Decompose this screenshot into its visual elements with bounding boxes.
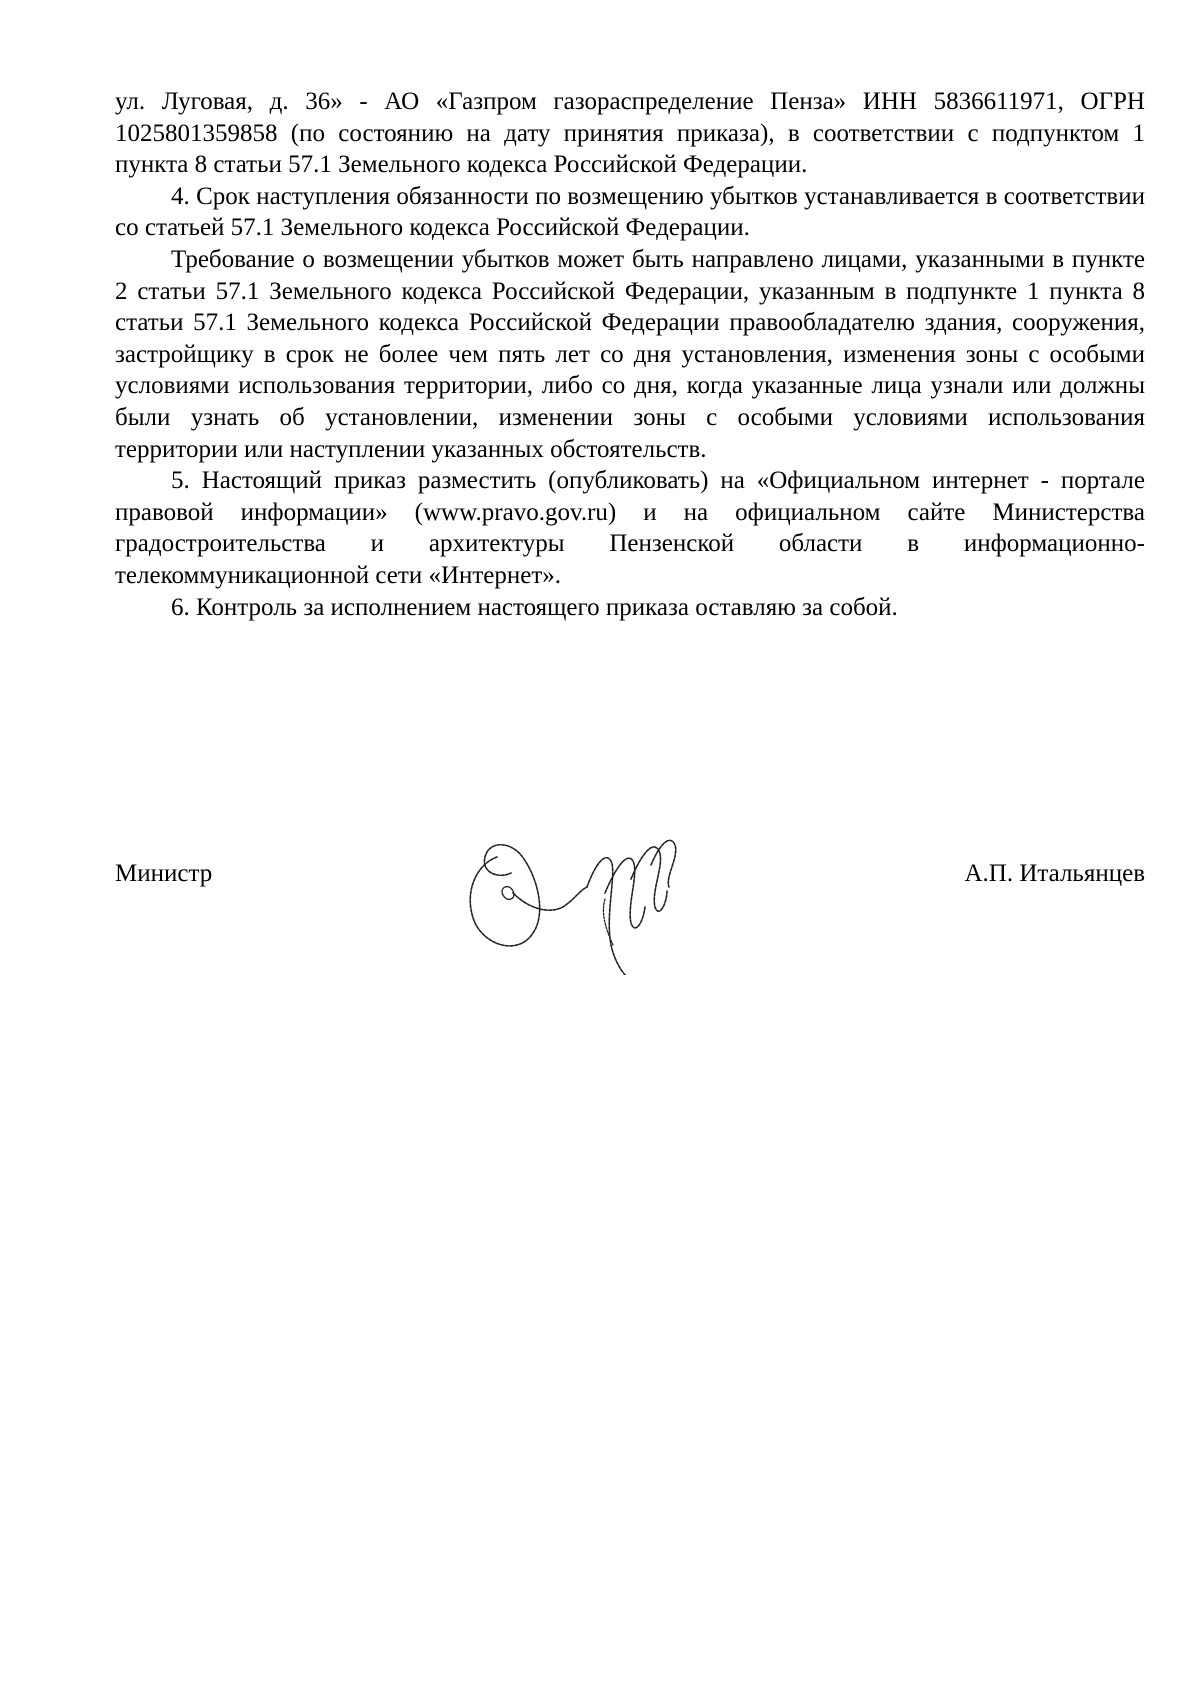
signatory-title: Министр bbox=[115, 860, 213, 887]
paragraph-item-6: 6. Контроль за исполнением настоящего приказа оставляю за собой. bbox=[171, 593, 898, 621]
handwritten-signature-icon bbox=[455, 795, 725, 975]
paragraph-item-5: 5. Настоящий приказ разместить (опубликовать) на «Официальном интернет - портале правовой информации» (www.pravo.gov.ru) и на официальном сайте Министерства градостроительства и архитектуры Пензенской области в информационно-телекоммуникационной сети «Интернет». bbox=[115, 467, 1145, 589]
document-body bbox=[115, 86, 1145, 623]
signatory-name: А.П. Итальянцев bbox=[964, 860, 1145, 887]
paragraph-claim-requirement: Требование о возмещении убытков может быть направлено лицами, указанными в пункте 2 статьи 57.1 Земельного кодекса Российской Федерации, указанным в подпункте 1 пункта 8 статьи 57.1 Земельного кодекса Российской Федерации правообладателю здания, сооружения, застройщику в срок не более чем пять лет со дня установления, изменения зоны с особыми условиями использования территории, либо со дня, когда указанные лица узнали или должны были узнать об установлении, изменении зоны с особыми условиями использования территории или наступлении указанных обстоятельств. bbox=[115, 245, 1145, 463]
paragraph-continuation: ул. Луговая, д. 36» - АО «Газпром газораспределение Пенза» ИНН 5836611971, ОГРН 1025801359858 (по состоянию на дату принятия приказа), в соответствии с подпунктом 1 пункта 8 статьи 57.1 Земельного кодекса Российской Федерации. bbox=[115, 88, 1145, 179]
paragraph-item-4: 4. Срок наступления обязанности по возмещению убытков устанавливается в соответствии со статьей 57.1 Земельного кодекса Российской Федерации. bbox=[115, 182, 1145, 242]
